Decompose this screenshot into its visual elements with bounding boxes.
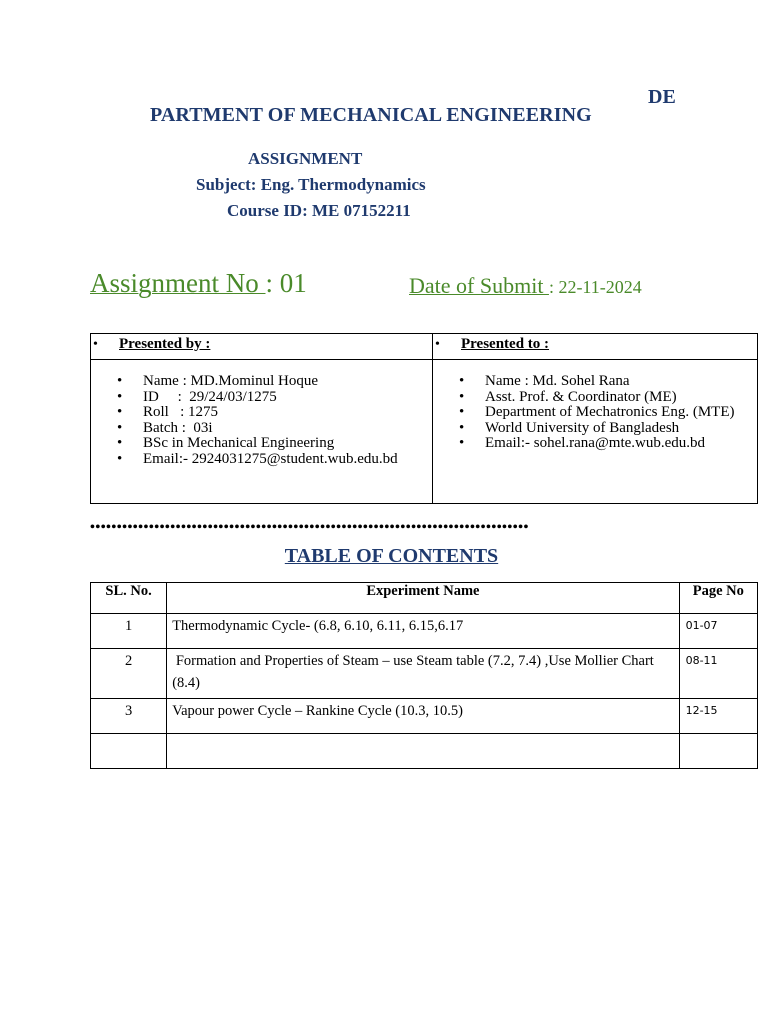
- experiment-cell: Thermodynamic Cycle- (6.8, 6.10, 6.11, 6.15,6.17: [167, 614, 679, 649]
- presented-by-header: [91, 334, 433, 360]
- experiment-cell: [167, 734, 679, 769]
- table-row: [91, 699, 758, 734]
- assignment-number-label: Assignment No: [90, 268, 266, 298]
- list-item: • Asst. Prof. & Coordinator (ME): [459, 388, 677, 405]
- subject-line: Subject: Eng. Thermodynamics: [196, 175, 426, 194]
- list-item: • Roll : 1275: [117, 404, 219, 420]
- presented-by-list: [91, 374, 432, 467]
- presented-to-label: Presented to :: [461, 336, 550, 352]
- bullet-icon: •: [435, 336, 440, 352]
- assignment-number: [90, 268, 307, 299]
- date-of-submit: [409, 273, 642, 299]
- experiment-cell: Vapour power Cycle – Rankine Cycle (10.3, 10.5): [167, 699, 679, 734]
- toc-title: TABLE OF CONTENTS: [284, 545, 499, 567]
- bullet-icon: •: [93, 336, 98, 352]
- course-id-line: Course ID: ME 07152211: [227, 201, 411, 220]
- list-item: • World University of Bangladesh: [459, 419, 680, 436]
- presented-to-list: [433, 374, 757, 452]
- table-row: [91, 649, 758, 699]
- date-of-submit-label: Date of Submit: [409, 273, 549, 298]
- column-header-page: Page No: [679, 583, 757, 614]
- list-item: • Name : Md. Sohel Rana: [459, 373, 630, 389]
- presenter-table: [90, 333, 758, 504]
- sl-cell: [91, 734, 167, 769]
- department-heading: PARTMENT OF MECHANICAL ENGINEERING: [150, 104, 592, 126]
- presented-by-details: [91, 360, 433, 504]
- toc-header-row: [91, 583, 758, 614]
- table-row: [91, 614, 758, 649]
- page-cell: 01-07: [679, 614, 757, 649]
- list-item: • Email:- sohel.rana@mte.wub.edu.bd: [459, 435, 706, 451]
- list-item: • Email:- 2924031275@student.wub.edu.bd: [117, 450, 398, 467]
- page-cell: 12-15: [679, 699, 757, 734]
- date-of-submit-value: : 22-11-2024: [548, 277, 642, 297]
- toc-table: [90, 582, 758, 769]
- table-row: [91, 734, 758, 769]
- experiment-cell: Formation and Properties of Steam – use Steam table (7.2, 7.4) ,Use Mollier Chart (8.4): [167, 649, 679, 699]
- column-header-experiment: Experiment Name: [167, 583, 679, 614]
- page-cell: [679, 734, 757, 769]
- dotted-divider: ••••••••••••••••••••••••••••••••••••••••••••••••••••••••••••••••••••••••••••••••••: [90, 520, 529, 535]
- presented-to-details: [433, 360, 758, 504]
- list-item: • BSc in Mechanical Engineering: [117, 435, 335, 451]
- list-item: • ID : 29/24/03/1275: [117, 388, 277, 405]
- presented-to-header: [433, 334, 758, 360]
- list-item: • Name : MD.Mominul Hoque: [117, 373, 318, 389]
- sl-cell: 1: [91, 614, 167, 649]
- assignment-number-value: : 01: [265, 268, 307, 298]
- list-item: • Department of Mechatronics Eng. (MTE): [459, 404, 735, 420]
- list-item: • Batch : 03i: [117, 419, 213, 436]
- page-cell: 08-11: [679, 649, 757, 699]
- department-heading-fragment: DE: [648, 86, 676, 108]
- assignment-label: ASSIGNMENT: [248, 149, 363, 168]
- column-header-sl: SL. No.: [91, 583, 167, 614]
- sl-cell: 3: [91, 699, 167, 734]
- sl-cell: 2: [91, 649, 167, 699]
- presented-by-label: Presented by :: [119, 336, 211, 352]
